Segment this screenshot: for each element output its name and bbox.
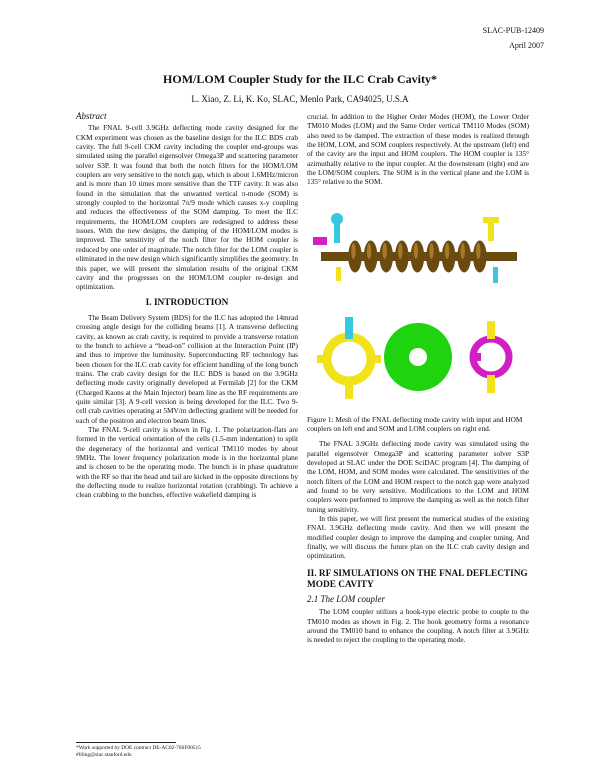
cavity-mesh-illustration bbox=[307, 191, 529, 411]
cavity-cell-highlight bbox=[398, 243, 402, 259]
lom-coupler-paragraph: The LOM coupler utilizes a hook-type electric probe to couple to the TM010 modes as shown in Fig. 2. The hook geometry forms a resonance around the TM010 band to enhance the coupling. A notch filter at 3.9GHz is needed to reject the coupling to the operating mode. bbox=[307, 607, 529, 645]
paper-title: HOM/LOM Coupler Study for the ILC Crab Cavity* bbox=[163, 72, 437, 86]
footnotes bbox=[76, 745, 298, 759]
footnote-funding: *Work supported by DOE contract DE-AC02-76SF00515 bbox=[76, 745, 201, 751]
som-coupler-head bbox=[483, 217, 499, 223]
cavity-cell-highlight bbox=[461, 243, 465, 259]
hom-coupler-stem bbox=[334, 223, 340, 243]
cavity-cells bbox=[348, 240, 486, 272]
left-end-cross-section bbox=[317, 317, 381, 399]
section-2-1-heading: 2.1 The LOM coupler bbox=[307, 593, 385, 604]
abstract-heading: Abstract bbox=[76, 111, 107, 121]
input-coupler-pipe bbox=[313, 237, 327, 245]
right-end-cross-section bbox=[471, 321, 509, 393]
figure-1 bbox=[307, 191, 529, 411]
som-coupler-stem bbox=[488, 221, 494, 241]
report-number: SLAC-PUB-12409 bbox=[482, 26, 544, 35]
intro-paragraph-2: The FNAL 9-cell cavity is shown in Fig. 1. The polarization-flats are formed in the vertical orientation of the cells (1.5-mm indentation) to split the degeneracy of the horizontal and vertical TM110 modes by about 9MHz. The lower frequency polarization mode is in the horizontal plane and is chosen to be the operating mode. The bunch is in phase quadrature with the RF so that the head and tail are kicked in the opposite directions by the deflecting mode to realize horizontal rotation (crabbing). To achieve a clean crabbing to the bunches, effective wakefield damping is bbox=[76, 425, 298, 500]
simulation-paragraph-1: The FNAL 3.9GHz deflecting mode cavity was simulated using the parallel eigensolver Omega3P and scattering parameter solver S3P developed at SLAC under the DOE SciDAC program [4]. The damping of the LOM, HOM, and SOM modes were calculated. The sensitivities of the notch filters of the LOM and HOM respect to the notch gap were analyzed and found to be very sensitive. Modifications to the LOM and HOM couplers were performed to improve the damping as well as the notch filter tuning sensitivity. bbox=[307, 439, 529, 514]
intro-paragraph-1: The Beam Delivery System (BDS) for the ILC has adopted the 14mrad crossing angle design for the colliding beams [1]. A transverse deflecting cavity, as known as crab cavity, is required to provide a transverse rotation to the bunch to achieve a “head-on” collision at the Interaction Point (IP) and thus to improve the luminosity. Superconducting RF technology has been chosen for the ILC crab cavity for efficient handling of the long bunch trains. The crab cavity design for the ILC BDS is based on the 3.9GHz deflecting mode cavity originally developed at Fermilab [2] for the CKM (Charged Kaons at the Main Injector) beam line as the RF requirements are quite similar [3]. A 9-cell version is being developed for the ILC. Two 9-cell crab cavities operating at 5MV/m deflecting gradient will be needed for each of the positron and electron beam lines. bbox=[76, 312, 298, 425]
cavity-cell-highlight bbox=[445, 243, 449, 259]
cavity-cell-highlight bbox=[414, 243, 418, 259]
abstract-text: The FNAL 9-cell 3.9GHz deflecting mode cavity designed for the CKM experiment was chosen as the baseline design for the ILC BDS crab cavity. The full 9-cell CKM cavity including the coupler end-groups was simulated using the parallel eigensolver Omega3P and scattering parameter solver S3P. It was found that both the notch filters for the HOM/LOM couplers are very sensitive to the notch gap, which is about 1.6MHz/micron and is more than 10 times more sensitive than the TTF cavity. It was also found in the simulation that the unwanted vertical π-mode (SOM) is strongly coupled to the horizontal 7π/9 mode which causes x-y coupling and reduces the effectiveness of the SOM damping. To meet the ILC requirements, the HOM/LOM couplers are redesigned to address these issues. With the new designs, the damping of the HOM/LOM modes is improved. The sensitivity of the notch filter for the HOM coupler is reduced by one order of magnitude. The notch filter for the LOM coupler is eliminated in the new design which significantly simplifies the geometry. In this paper, we will present the simulation results of the original CKM cavity and the progresses on the HOM/LOM coupler re-design and optimization. bbox=[76, 123, 298, 292]
cavity-cell-highlight bbox=[476, 243, 480, 259]
cavity-cell-cross-section bbox=[384, 323, 452, 391]
cavity-cell-highlight bbox=[383, 243, 387, 259]
cavity-cell-highlight bbox=[429, 243, 433, 259]
cavity-cell-highlight bbox=[351, 243, 355, 259]
right-top-paragraph: crucial. In addition to the Higher Order Modes (HOM), the Lower Order TM010 Modes (LOM) and the Same Order vertical TM110 Modes (SOM) also need to be damped. The extraction of these modes is realized through the HOM, LOM, and SOM couplers respectively. At the upstream (left) end of the cavity are the input and HOM couplers. The HOM coupler is 135° azimuthally relative to the input coupler. At the downstream (right) end are the LOM/SOM couplers. The SOM is in the vertical plane and the LOM is 135° relative to the SOM. bbox=[307, 112, 529, 187]
author-line: L. Xiao, Z. Li, K. Ko, SLAC, Menlo Park, CA94025, U.S.A bbox=[191, 94, 409, 104]
section-1-heading: I. INTRODUCTION bbox=[145, 297, 229, 308]
lom-coupler-lower bbox=[493, 267, 498, 283]
input-coupler-lower bbox=[336, 267, 341, 281]
simulation-paragraph-2: In this paper, we will first present the numerical studies of the existing FNAL 3.9GHz deflecting mode cavity. And then we will present the modified coupler design to improve the damping and coupler tuning. And finally, we will discuss the future plan on the ILC crab cavity design and optimization. bbox=[307, 514, 529, 561]
section-2-heading: II. RF SIMULATIONS ON THE FNAL DEFLECTING MODE CAVITY bbox=[307, 568, 528, 590]
report-date: April 2007 bbox=[509, 41, 544, 50]
footnote-rule bbox=[76, 742, 176, 743]
right-column bbox=[307, 112, 529, 645]
hom-coupler-head bbox=[331, 213, 343, 225]
left-column bbox=[76, 112, 298, 500]
figure-1-caption: Figure 1: Mesh of the FNAL deflecting mode cavity with input and HOM couplers on left end and SOM and LOM couplers on right end. bbox=[307, 414, 523, 434]
cavity-cell-highlight bbox=[367, 243, 371, 259]
footnote-email: #liling@slac.stanford.edu bbox=[76, 752, 132, 758]
